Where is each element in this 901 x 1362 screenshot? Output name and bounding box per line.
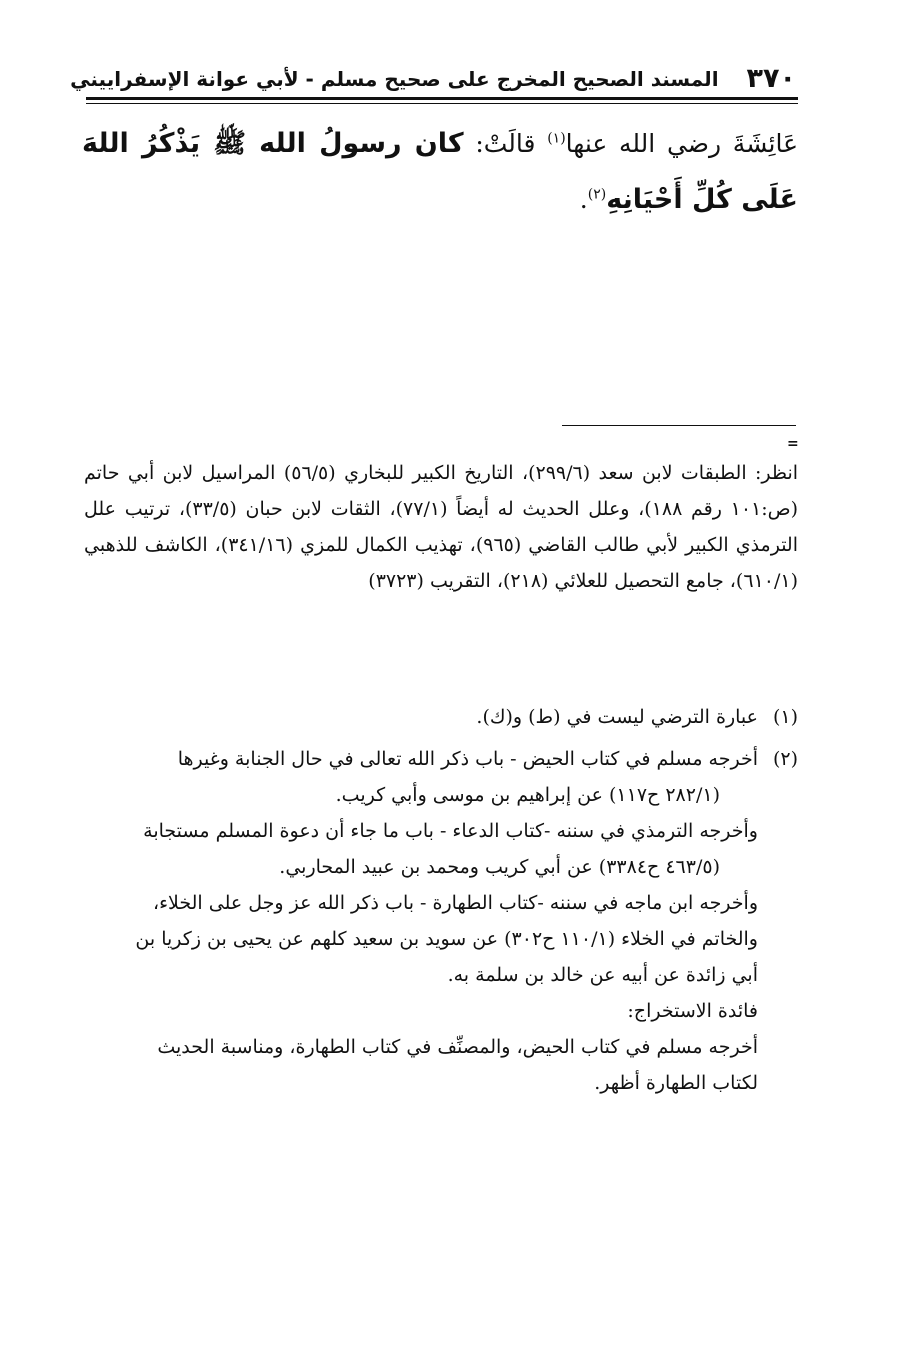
main-text — [82, 116, 798, 228]
footnote-ref-2: (٢) — [587, 186, 607, 203]
footnote-2-line: وأخرجه الترمذي في سننه -كتاب الدعاء - باب ما جاء أن دعوة المسلم مستجابة — [143, 820, 758, 842]
hadith-text: كان رسولُ الله ﷺ يَذْكُرُ اللهَ عَلَى كُلِّ أَحْيَانِهِ — [82, 128, 798, 215]
header-rule — [86, 97, 798, 100]
footnote-2-line: لكتاب الطهارة أظهر. — [594, 1072, 758, 1094]
said-text: قالَتْ: — [463, 129, 548, 158]
footnote-1 — [84, 699, 798, 735]
footnote-1-number: (١) — [772, 706, 798, 728]
footnote-rule — [562, 425, 796, 426]
footnote-2-line: (٢٨٢/١ ح١١٧) عن إبراهيم بن موسى وأبي كريب. — [335, 784, 720, 806]
references-paragraph: انظر: الطبقات لابن سعد (٢٩٩/٦)، التاريخ الكبير للبخاري (٥٦/٥) المراسيل لابن أبي حاتم (ص:١٠١ رقم ١٨٨)، وعلل الحديث له أيضاً (٧٧/١)، الثقات لابن حبان (٣٣/٥)، ترتيب علل الترمذي الكبير لأبي طالب القاضي (٩٦٥)، تهذيب الكمال للمزي (٣٤١/١٦)، الكاشف للذهبي (٦١٠/١)، جامع التحصيل للعلائي (٢١٨)، التقريب (٣٧٢٣) — [84, 462, 799, 592]
footnote-2-line: والخاتم في الخلاء (١١٠/١ ح٣٠٢) عن سويد بن سعيد كلهم عن يحيى بن زكريا بن — [135, 928, 758, 950]
running-title: المسند الصحيح المخرج على صحيح مسلم - لأبي عوانة الإسفراييني — [70, 67, 719, 91]
page-header — [70, 56, 796, 96]
footnote-2-number: (٢) — [772, 748, 798, 770]
footnote-2-line: أخرجه مسلم في كتاب الحيض، والمصنِّف في كتاب الطهارة، ومناسبة الحديث — [157, 1036, 758, 1058]
footnote-2 — [84, 741, 798, 1101]
sentence-end: . — [579, 185, 588, 214]
footnote-2-line: أبي زائدة عن أبيه عن خالد بن سلمة به. — [447, 964, 758, 986]
footnote-2-line: فائدة الاستخراج: — [627, 1000, 758, 1022]
continuation-mark: = — [787, 436, 799, 452]
header-rule-thin — [86, 103, 798, 104]
page-number: ٣٧٠ — [746, 63, 796, 94]
footnote-2-line: أخرجه مسلم في كتاب الحيض - باب ذكر الله تعالى في حال الجنابة وغيرها — [177, 748, 758, 770]
footnote-2-line: وأخرجه ابن ماجه في سننه -كتاب الطهارة - باب ذكر الله عز وجل على الخلاء، — [152, 892, 758, 914]
footnote-1-text: عبارة الترضي ليست في (ط) و(ك). — [476, 706, 758, 728]
narrator-text: عَائِشَةَ رضي الله عنها — [565, 129, 798, 158]
footnote-2-line: (٤٦٣/٥ ح٣٣٨٤) عن أبي كريب ومحمد بن عبيد المحاربي. — [279, 856, 720, 878]
footnote-ref-1: (١) — [547, 130, 566, 147]
